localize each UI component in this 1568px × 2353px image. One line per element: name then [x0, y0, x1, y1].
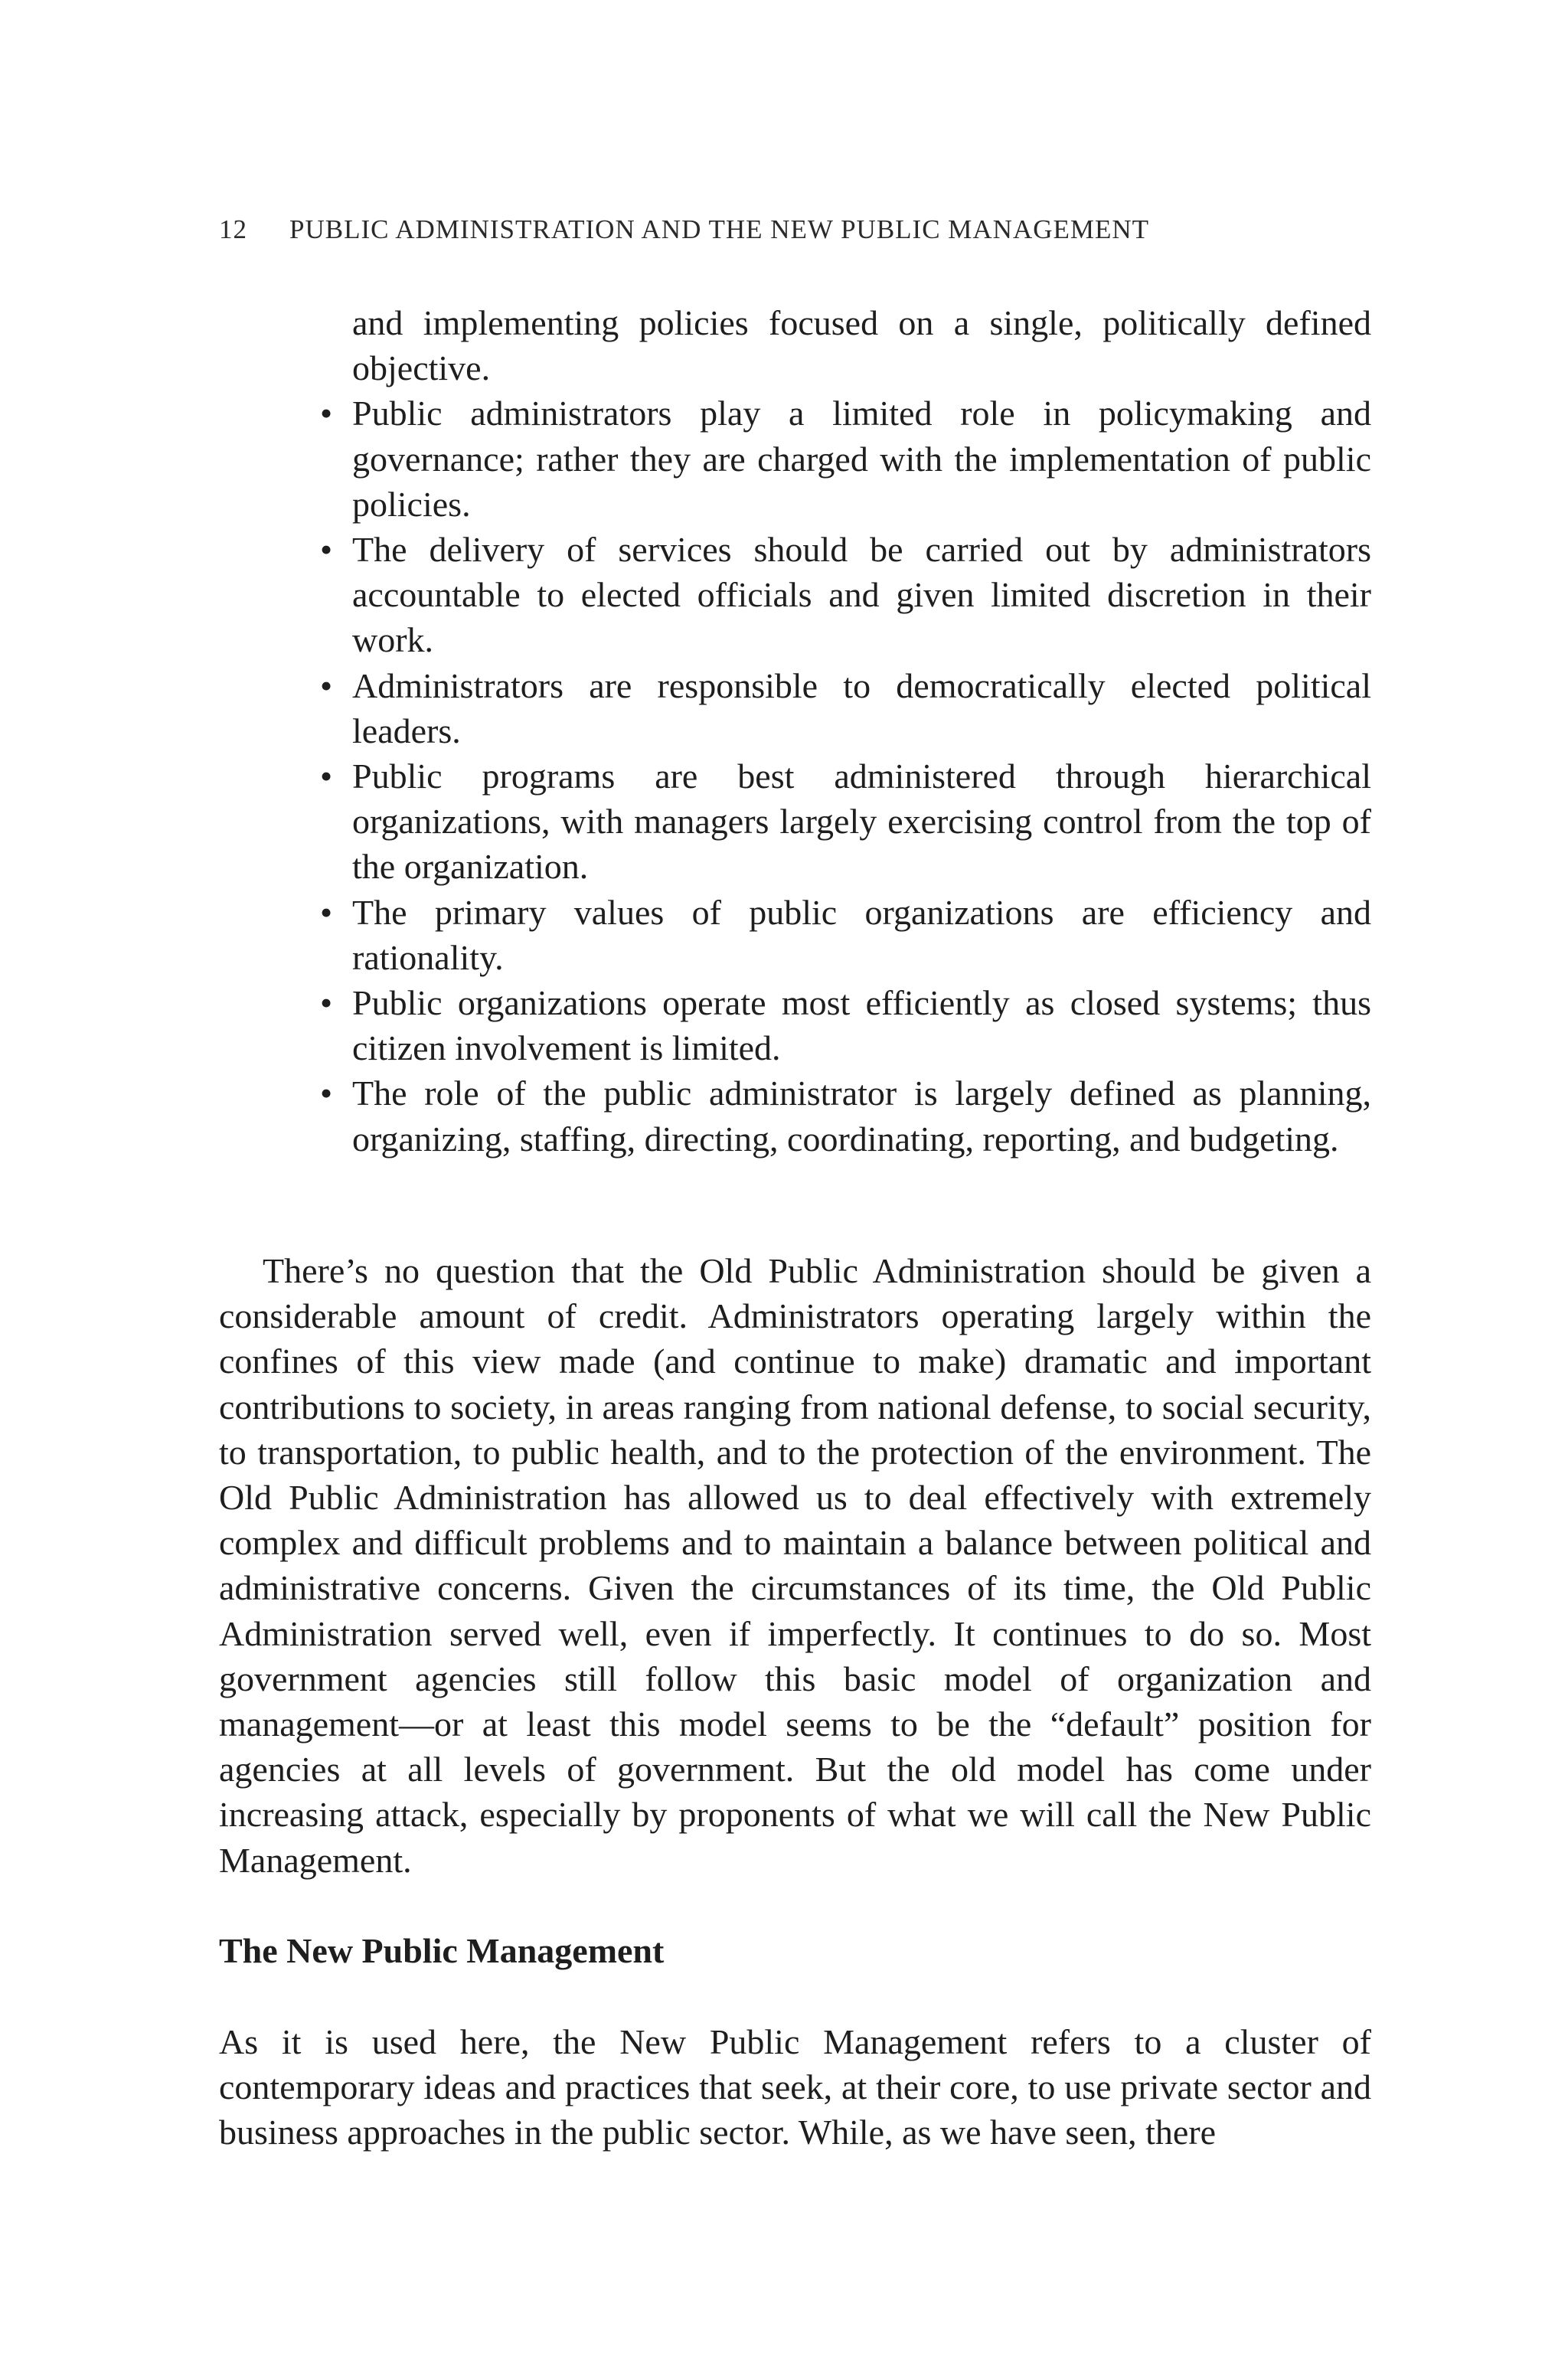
list-item	[320, 980, 1371, 1070]
bullet-icon: •	[320, 665, 333, 705]
list-item-text: Public programs are best administered through hierarchical organizations, with managers largely exercising control from the top of the organization.	[352, 757, 1371, 887]
list-item	[320, 753, 1371, 890]
bullet-icon: •	[320, 983, 333, 1023]
list-item-text: Public administrators play a limited role in policymaking and governance; rather they are charged with the implementation of public policies.	[352, 394, 1371, 524]
page-number: 12	[219, 214, 247, 244]
list-item	[320, 890, 1371, 980]
section-heading: The New Public Management	[219, 1931, 665, 1970]
bullet-icon: •	[320, 1074, 333, 1113]
running-title: PUBLIC ADMINISTRATION AND THE NEW PUBLIC MANAGEMENT	[289, 214, 1150, 244]
list-item	[320, 663, 1371, 753]
bullet-icon: •	[320, 757, 333, 796]
list-item	[320, 527, 1371, 663]
list-item	[320, 391, 1371, 527]
bullet-icon: •	[320, 530, 333, 570]
running-head	[219, 214, 1367, 245]
list-item-text: Public organizations operate most efficiently as closed systems; thus citizen involvement is limited.	[352, 983, 1371, 1068]
list-item-text: Administrators are responsible to democratically elected political leaders.	[352, 665, 1371, 750]
bullet-icon: •	[320, 394, 333, 433]
body-paragraph: There’s no question that the Old Public Administration should be given a considerable amount of credit. Administrators operating largely within the confines of this view made (and continue to make) dramatic and important contributions to society, in areas ranging from national defense, to social security, to transportation, to public health, and to the protection of the environment. The Old Public Administration has allowed us to deal effectively with extremely complex and difficult problems and to maintain a balance between political and administrative concerns. Given the circumstances of its time, the Old Public Administration served well, even if imperfectly. It continues to do so. Most government agencies still follow this basic model of organization and management—or at least this model seems to be the “default” position for agencies at all levels of government. But the old model has come under increasing attack, especially by proponents of what we will call the New Public Management.	[219, 1251, 1371, 1880]
bullet-continuation: and implementing policies focused on a single, politically defined objective.	[352, 303, 1371, 388]
body-paragraph: As it is used here, the New Public Management refers to a cluster of contemporary ideas and practices that seek, at their core, to use private sector and business approaches in the public sector. While, as we have seen, there	[219, 2022, 1371, 2152]
list-item	[320, 1070, 1371, 1161]
list-item-text: The delivery of services should be carried out by administrators accountable to elected officials and given limited discretion in their work.	[352, 530, 1371, 660]
list-item-text: The role of the public administrator is largely defined as planning, organizing, staffing, directing, coordinating, reporting, and budgeting.	[352, 1074, 1371, 1159]
bullet-list	[320, 300, 1371, 1162]
list-item-text: The primary values of public organizations are efficiency and rationality.	[352, 892, 1371, 977]
bullet-icon: •	[320, 892, 333, 932]
